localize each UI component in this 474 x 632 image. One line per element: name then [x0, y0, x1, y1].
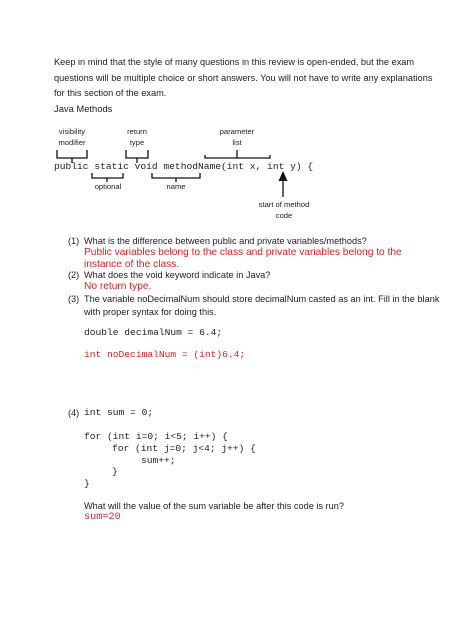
code-brace: {: [307, 161, 314, 172]
label-start-of-method: start of method: [258, 200, 310, 209]
label-parameter: parameter: [219, 127, 255, 136]
section-title: Java Methods: [54, 103, 113, 114]
q4-text: What will the value of the sum variable be after this code is run?: [84, 501, 344, 511]
q3-number: (3): [68, 294, 80, 304]
q4-answer: sum=20: [84, 512, 121, 523]
q4-number: (4): [68, 408, 80, 418]
q4-code-line-3: sum++;: [141, 455, 176, 466]
signature-line: [54, 161, 313, 172]
q4-code-line-5: }: [84, 478, 90, 489]
intro-line-1: Keep in mind that the style of many questions in this review is open-ended, but the exam: [54, 57, 415, 67]
q3-text-line-2: with proper syntax for doing this.: [84, 307, 217, 317]
label-modifier: modifier: [58, 138, 86, 147]
label-code: code: [275, 211, 293, 220]
q2-text: What does the void keyword indicate in Java?: [84, 270, 271, 280]
label-type: type: [129, 138, 145, 147]
optional-bracket: [92, 173, 123, 178]
q3-text-line-1: The variable noDecimalNum should store decimalNum casted as an int. Fill in the blank: [84, 294, 440, 304]
code-methodname: methodName: [163, 161, 221, 172]
q1-text: What is the difference between public and private variables/methods?: [84, 236, 367, 246]
q4-code-line-1: for (int i=0; i<5; i++) {: [84, 431, 228, 442]
q2-answer: No return type.: [84, 281, 152, 292]
q3-answer-code: int noDecimalNum = (int)6.4;: [84, 349, 246, 360]
label-visibility: visibility: [58, 127, 86, 136]
q2-number: (2): [68, 270, 80, 280]
label-list: list: [232, 138, 242, 147]
intro-line-3: for this section of the exam.: [54, 88, 167, 98]
q1-number: (1): [68, 236, 80, 246]
q1-answer-line-1: Public variables belong to the class and private variables belong to the: [84, 247, 402, 258]
name-bracket: [152, 173, 200, 178]
code-static: static: [94, 161, 129, 172]
q3-code-line: double decimalNum = 6.4;: [84, 327, 223, 338]
start-arrow-head: [279, 171, 288, 181]
label-return: return: [127, 127, 147, 136]
label-name: name: [166, 182, 186, 191]
q4-code-line-4: }: [112, 466, 118, 477]
code-public: public: [54, 161, 89, 172]
q4-code-line-2: for (int j=0; j<4; j++) {: [112, 443, 256, 454]
q4-code-line-0: int sum = 0;: [84, 407, 154, 418]
code-void: void: [134, 161, 158, 172]
q1-answer-line-2: instance of the class.: [84, 259, 180, 270]
code-params: (int x, int y): [221, 161, 302, 172]
label-optional: optional: [94, 182, 122, 191]
intro-line-2: questions will be multiple choice or short answers. You will not have to write any explanations: [54, 72, 433, 83]
return-bracket: [126, 150, 148, 158]
visibility-bracket: [57, 150, 87, 158]
